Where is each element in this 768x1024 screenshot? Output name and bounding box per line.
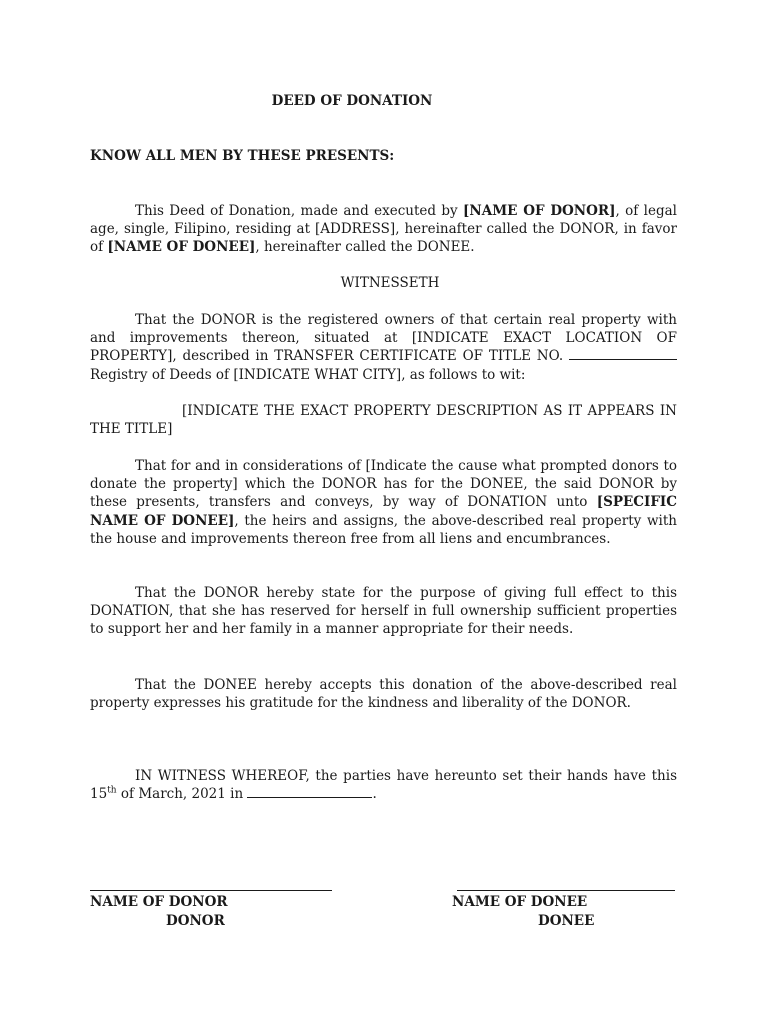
p2-text-b: Registry of Deeds of [INDICATE WHAT CITY], as follows to wit: [90,366,526,383]
p7-text-b: of March, 2021 in [116,786,248,803]
place-blank [247,785,372,798]
p1-text-a: This Deed of Donation, made and executed by [135,203,464,219]
p4-text-a: That for and in considerations of [Indicate the cause what prompted donors to donate the property] which the DONOR has for the DONEE, the said DONOR by these presents, transfers and conveys, by way of DONATION unto [90,458,677,511]
tct-number-blank [569,347,677,360]
donor-role-label: DONOR [166,913,225,929]
opening-clause: KNOW ALL MEN BY THESE PRESENTS: [90,148,395,164]
p7-text-a: IN WITNESS WHEREOF, the parties have hereunto set their hands have this 15 [90,768,677,803]
p5-text: That the DONOR hereby state for the purpose of giving full effect to this DONATION, that she has reserved for herself in full ownership sufficient properties to support her and her family in a manner appropriate for their needs. [90,585,677,638]
paragraph-parties [90,202,677,257]
date-ordinal-suffix: th [107,785,117,796]
witnesseth-heading: WITNESSETH [340,275,440,291]
p1-text-c: , hereinafter called the DONEE. [255,239,475,256]
donor-signature-line [90,890,332,891]
document-title: DEED OF DONATION [271,93,433,109]
p6-text: That the DONEE hereby accepts this donation of the above-described real property expresses his gratitude for the kindness and liberality of the DONOR. [90,677,677,712]
donor-name-placeholder: [NAME OF DONOR] [463,203,616,219]
paragraph-consideration [90,457,677,548]
donee-role-label: DONEE [538,913,595,929]
paragraph-acceptance [90,676,677,712]
donee-signature-line [457,890,675,891]
paragraph-reservation [90,584,677,639]
p7-end: . [372,786,377,803]
paragraph-property [90,311,677,384]
p1-text-b: , of legal age, single, Filipino, residing at [ADDRESS], hereinafter called the DONOR, in favor of [90,203,677,256]
p3-text: [INDICATE THE EXACT PROPERTY DESCRIPTION AS IT APPEARS IN THE TITLE] [90,403,677,438]
donor-name-label: NAME OF DONOR [90,894,228,910]
paragraph-witness-whereof [90,767,677,803]
donee-name-label: NAME OF DONEE [452,894,588,910]
paragraph-property-description [90,402,677,438]
p4-text-b: , the heirs and assigns, the above-described real property with the house and improvements thereon free from all liens and encumbrances. [90,512,677,547]
p2-text-a: That the DONOR is the registered owners of that certain real property with and improvements thereon, situated at [INDICATE EXACT LOCATION OF PROPERTY], described in TRANSFER CERTIFICATE OF TITLE NO. [90,312,677,365]
specific-donee-placeholder: [SPECIFIC NAME OF DONEE] [90,494,677,529]
donee-name-placeholder: [NAME OF DONEE] [107,239,256,256]
